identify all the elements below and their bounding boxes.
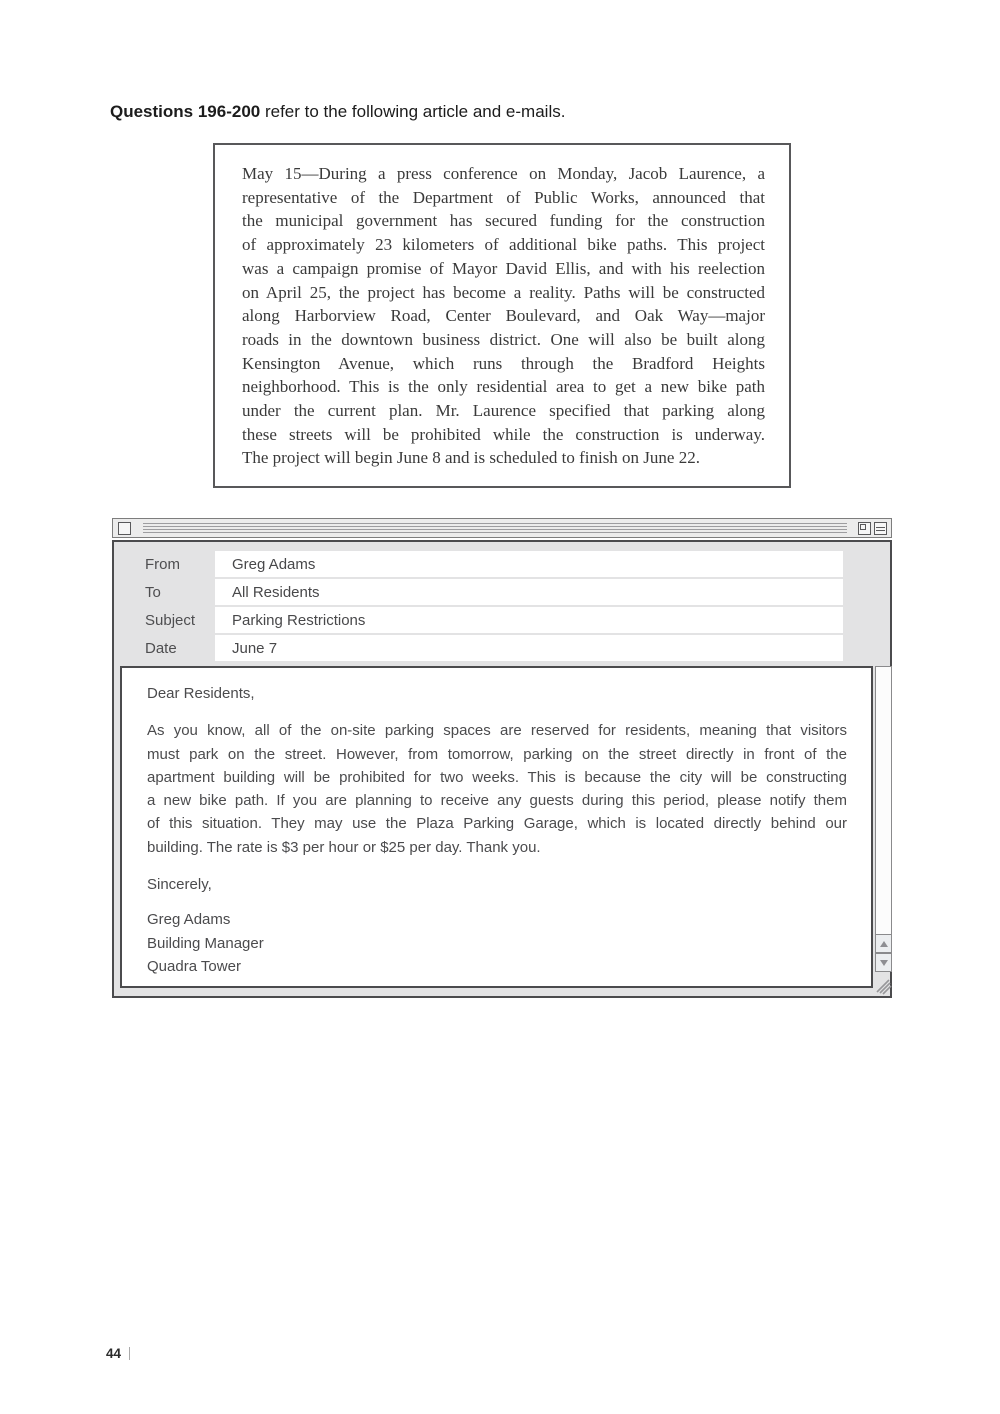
scroll-up-icon [880,941,888,947]
zoom-box-icon[interactable] [858,522,871,535]
from-label: From [145,555,180,573]
email-body [120,666,873,988]
email-greeting: Dear Residents, [147,685,255,702]
titlebar-stripes[interactable] [143,523,847,533]
article-text: May 15—During a press conference on Monday, Jacob Laurence, a representative of the Department of Public Works, announced that the municipal government has secured funding for the construction of approximately 23 kilometers of additional bike paths. This project was a campaign promise of Mayor David Ellis, and with his reelection on April 25, the project has become a reality. Paths will be constructed along Harborview Road, Center Boulevard, and Oak Way—major roads in the downtown business district. One will also be built along Kensington Avenue, which runs through the Bradford Heights neighborhood. This is the only residential area to get a new bike path under the current plan. Mr. Laurence specified that parking along these streets will be prohibited while the construction is underway. The project will begin June 8 and is scheduled to finish on June 22. [242,164,765,468]
to-field[interactable]: All Residents [215,579,843,605]
resize-grip-icon[interactable] [875,975,892,995]
window-content [112,540,892,998]
scroll-down-icon [880,960,888,966]
field-row-subject [114,607,890,633]
collapse-box-icon[interactable] [874,522,887,535]
field-row-from [114,551,890,577]
email-header-fields [114,542,890,661]
footer-divider [129,1347,130,1360]
subject-label: Subject [145,611,196,629]
email-window [112,518,892,998]
date-field[interactable]: June 7 [215,635,843,661]
to-label: To [145,583,161,601]
page-title [110,102,565,122]
collapse-line [876,527,885,528]
email-signature: Greg Adams Building Manager Quadra Tower [147,911,264,975]
from-field[interactable]: Greg Adams [215,551,843,577]
subject-field[interactable]: Parking Restrictions [215,607,843,633]
collapse-line [876,530,885,531]
page-footer [106,1346,130,1361]
question-instructions: refer to the following article and e-mails. [260,102,566,121]
article-box [213,143,791,488]
zoom-box-inner [860,524,866,530]
scroll-up-button[interactable] [875,934,892,953]
vertical-scrollbar[interactable] [875,666,892,972]
question-range: Questions 196-200 [110,102,261,121]
close-box-icon[interactable] [118,522,131,535]
date-label: Date [145,639,177,657]
page-number: 44 [106,1346,122,1361]
field-row-date [114,635,890,661]
email-closing: Sincerely, [147,876,212,894]
email-paragraph: As you know, all of the on-site parking spaces are reserved for residents, meaning that visitors must park on the street. However, from tomorrow, parking on the street directly in front of the apartment building will be prohibited for two weeks. This is because the city will be constructing a new bike path. If you are planning to receive any guests during this period, please notify them of this situation. They may use the Plaza Parking Garage, which is located directly behind our building. The rate is $3 per hour or $25 per day. Thank you. [147,722,847,856]
scroll-down-button[interactable] [875,953,892,972]
field-row-to [114,579,890,605]
window-titlebar [112,518,892,538]
